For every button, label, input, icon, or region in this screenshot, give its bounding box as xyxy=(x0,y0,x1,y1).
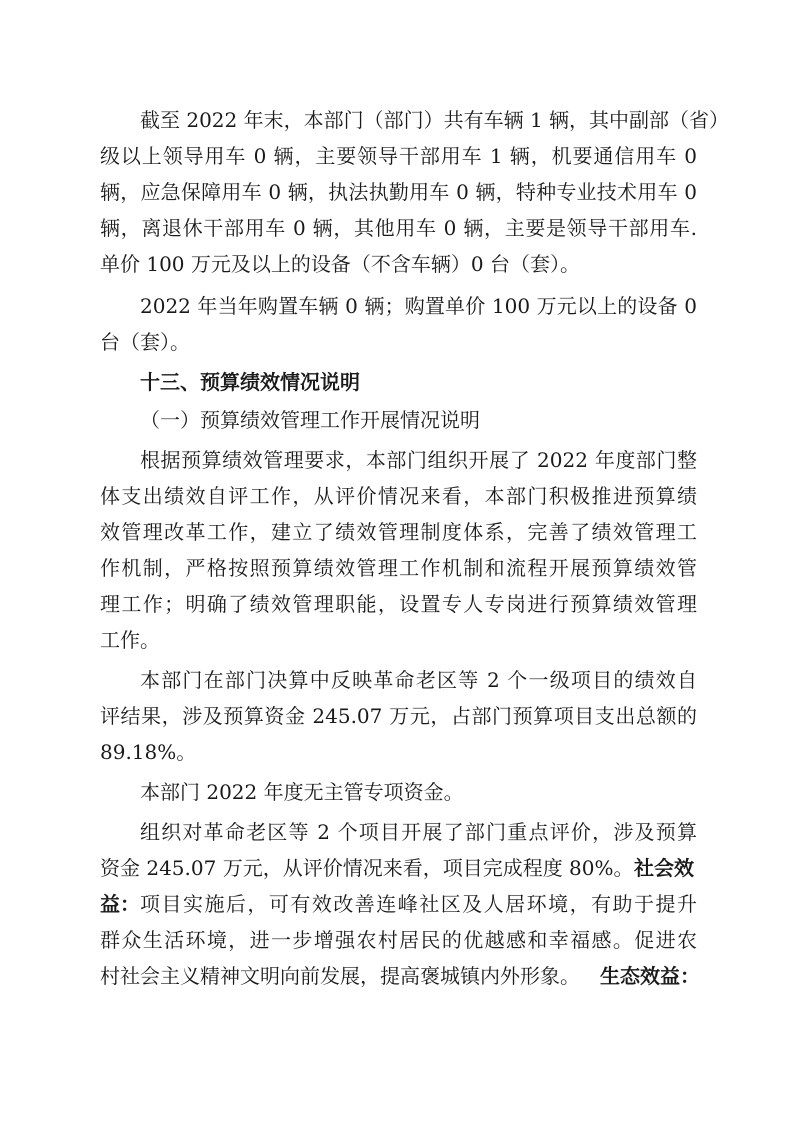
text-line: 89.18%。 xyxy=(100,740,197,764)
text-line: 组织对革命老区等 2 个项目开展了部门重点评价，涉及预算 xyxy=(140,820,697,844)
text-line: 作机制，严格按照预算绩效管理工作机制和流程开展预算绩效管 xyxy=(100,556,697,580)
text-line: 辆，应急保障用车 0 辆，执法执勤用车 0 辆，特种专业技术用车 0 xyxy=(100,180,697,204)
text-line: 辆，离退休干部用车 0 辆，其他用车 0 辆，主要是领导干部用车. xyxy=(100,216,697,240)
text-line: 本部门 2022 年度无主管专项资金。 xyxy=(140,780,464,804)
bold-term-social-benefit: 社会效 xyxy=(634,856,694,880)
text-line: 理工作；明确了绩效管理职能，设置专人专岗进行预算绩效管理 xyxy=(100,592,697,616)
text-line: 体支出绩效自评工作，从评价情况来看，本部门积极推进预算绩 xyxy=(100,484,697,508)
text-line: 村社会主义精神文明向前发展，提高褒城镇内外形象。 生态效益： xyxy=(100,964,700,988)
text-line: 效管理改革工作，建立了绩效管理制度体系，完善了绩效管理工 xyxy=(100,520,697,544)
text-line: 资金 245.07 万元，从评价情况来看，项目完成程度 80%。 社会效 xyxy=(100,856,694,880)
text-line: 2022 年当年购置车辆 0 辆；购置单价 100 万元以上的设备 0 xyxy=(140,294,697,318)
text-line: 益： 项目实施后，可有效改善连峰社区及人居环境，有助于提升 xyxy=(100,892,697,916)
text-line: 截至 2022 年末，本部门（部门）共有车辆 1 辆，其中副部（省） xyxy=(140,108,730,132)
text-line: 单价 100 万元及以上的设备（不含车辆）0 台（套）。 xyxy=(100,252,580,276)
bold-term-ecological-benefit: 生态效益： xyxy=(600,964,700,988)
text-line: 群众生活环境，进一步增强农村居民的优越感和幸福感。促进农 xyxy=(100,928,697,952)
bold-term-social-benefit-end: 益： xyxy=(100,892,140,916)
text-line: 根据预算绩效管理要求，本部门组织开展了 2022 年度部门整 xyxy=(140,448,697,472)
subsection-heading: （一）预算绩效管理工作开展情况说明 xyxy=(140,408,480,432)
text-line: 工作。 xyxy=(100,628,160,652)
text-line: 评结果，涉及预算资金 245.07 万元，占部门预算项目支出总额的 xyxy=(100,704,697,728)
text-line: 级以上领导用车 0 辆，主要领导干部用车 1 辆，机要通信用车 0 xyxy=(100,144,697,168)
section-heading: 十三、预算绩效情况说明 xyxy=(140,370,360,394)
text-line: 台（套）。 xyxy=(100,330,190,354)
text-line: 本部门在部门决算中反映革命老区等 2 个一级项目的绩效自 xyxy=(140,668,697,692)
